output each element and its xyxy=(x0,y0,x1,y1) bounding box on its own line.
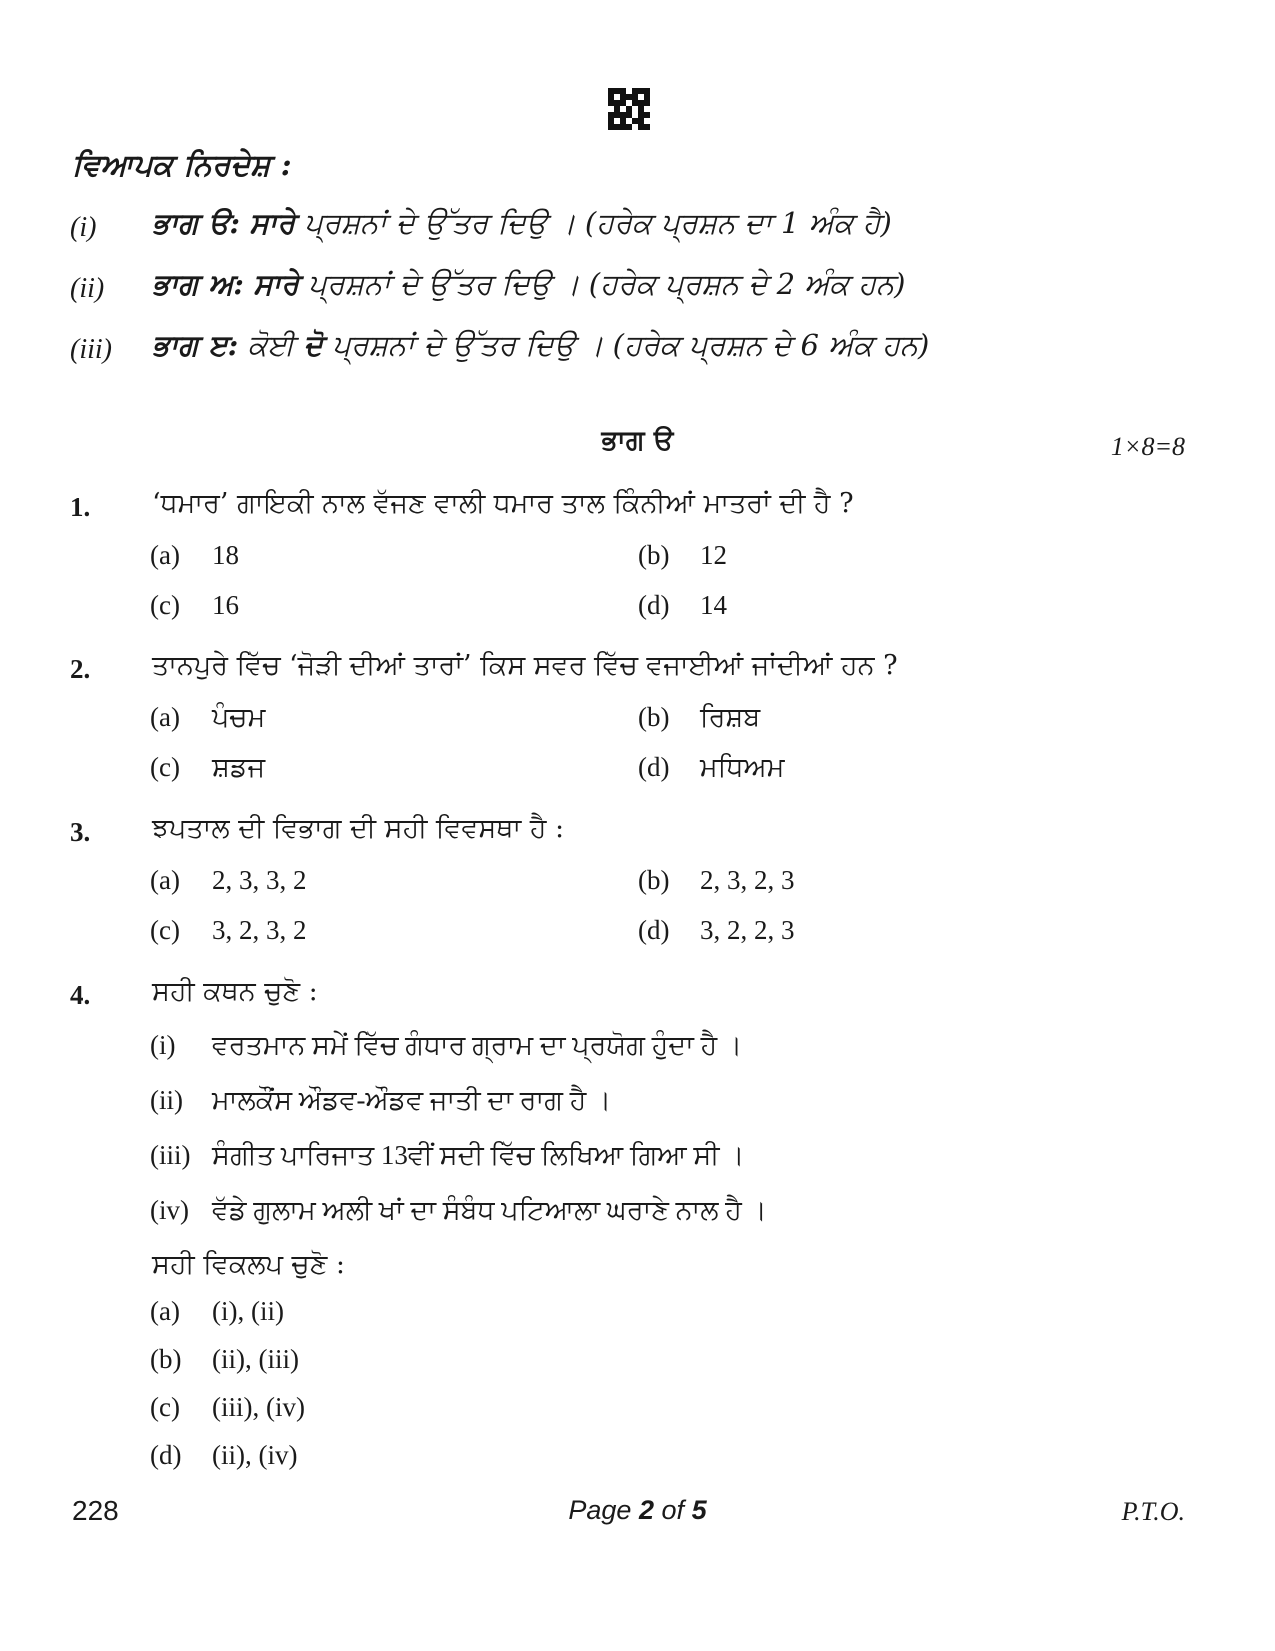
instruction-number: (i) xyxy=(70,212,97,243)
option-a: (a) 18 xyxy=(150,540,239,570)
statement: (iii) ਸੰਗੀਤ ਪਾਰਿਜਾਤ 13ਵੀਂ ਸਦੀ ਵਿੱਚ ਲਿਖਿਆ ਗਿਆ ਸੀ । xyxy=(150,1140,745,1170)
option-c: (c) (iii), (iv) xyxy=(150,1392,305,1422)
question-number: 1. xyxy=(70,492,91,522)
option-c: (c) 16 xyxy=(150,590,239,620)
paper-code: 228 xyxy=(72,1495,119,1526)
question-text: ਝਪਤਾਲ ਦੀ ਵਿਭਾਗ ਦੀ ਸਹੀ ਵਿਵਸਥਾ ਹੈ : xyxy=(152,813,565,844)
option-b: (b) ਰਿਸ਼ਬ xyxy=(638,702,761,732)
section-title: ਭਾਗ ੳ xyxy=(601,425,674,456)
instruction-text: ਭਾਗ ੲ: ਕੋਈ ਦੋ ਪ੍ਰਸ਼ਨਾਂ ਦੇ ਉੱਤਰ ਦਿਉ । (ਹਰੇਕ ਪ੍ਰਸ਼ਨ ਦੇ 6 ਅੰਕ ਹਨ) xyxy=(152,328,930,362)
instruction-text: ਭਾਗ ੳ: ਸਾਰੇ ਪ੍ਰਸ਼ਨਾਂ ਦੇ ਉੱਤਰ ਦਿਉ । (ਹਰੇਕ ਪ੍ਰਸ਼ਨ ਦਾ 1 ਅੰਕ ਹੈ) xyxy=(152,206,892,240)
option-b: (b) 2, 3, 2, 3 xyxy=(638,865,795,895)
question-text: ਤਾਨਪੁਰੇ ਵਿੱਚ ‘ਜੋੜੀ ਦੀਆਂ ਤਾਰਾਂ’ ਕਿਸ ਸਵਰ ਵਿੱਚ ਵਜਾਈਆਂ ਜਾਂਦੀਆਂ ਹਨ ? xyxy=(152,650,898,681)
question-number: 3. xyxy=(70,817,91,847)
instruction-number: (ii) xyxy=(70,273,105,304)
page-indicator: Page 2 of 5 xyxy=(568,1495,707,1525)
option-a: (a) ਪੰਚਮ xyxy=(150,702,266,732)
choose-option-text: ਸਹੀ ਵਿਕਲਪ ਚੁਣੋ : xyxy=(152,1249,345,1280)
option-d: (d) (ii), (iv) xyxy=(150,1440,298,1470)
question-number: 2. xyxy=(70,654,91,684)
option-b: (b) (ii), (iii) xyxy=(150,1344,299,1374)
question-text: ਸਹੀ ਕਥਨ ਚੁਣੋ : xyxy=(152,976,318,1007)
question-text: ‘ਧਮਾਰ’ ਗਾਇਕੀ ਨਾਲ ਵੱਜਣ ਵਾਲੀ ਧਮਾਰ ਤਾਲ ਕਿੰਨੀਆਂ ਮਾਤਰਾਂ ਦੀ ਹੈ ? xyxy=(152,488,854,519)
qr-code xyxy=(608,88,650,130)
instruction-text: ਭਾਗ ਅ: ਸਾਰੇ ਪ੍ਰਸ਼ਨਾਂ ਦੇ ਉੱਤਰ ਦਿਉ । (ਹਰੇਕ ਪ੍ਰਸ਼ਨ ਦੇ 2 ਅੰਕ ਹਨ) xyxy=(152,267,906,301)
statement: (i) ਵਰਤਮਾਨ ਸਮੇਂ ਵਿੱਚ ਗੰਧਾਰ ਗ੍ਰਾਮ ਦਾ ਪ੍ਰਯੋਗ ਹੁੰਦਾ ਹੈ । xyxy=(150,1030,743,1060)
question-number: 4. xyxy=(70,980,91,1010)
option-a: (a) (i), (ii) xyxy=(150,1296,284,1326)
instructions-title: ਵਿਆਪਕ ਨਿਰਦੇਸ਼ : xyxy=(72,148,292,183)
pto-label: P.T.O. xyxy=(1121,1497,1185,1526)
option-b: (b) 12 xyxy=(638,540,727,570)
option-d: (d) 3, 2, 2, 3 xyxy=(638,915,795,945)
option-c: (c) 3, 2, 3, 2 xyxy=(150,915,307,945)
section-marks: 1×8=8 xyxy=(1110,432,1185,461)
statement: (iv) ਵੱਡੇ ਗੁਲਾਮ ਅਲੀ ਖਾਂ ਦਾ ਸੰਬੰਧ ਪਟਿਆਲਾ ਘਰਾਣੇ ਨਾਲ ਹੈ । xyxy=(150,1195,767,1225)
option-d: (d) 14 xyxy=(638,590,727,620)
instruction-number: (iii) xyxy=(70,334,112,365)
option-a: (a) 2, 3, 3, 2 xyxy=(150,865,307,895)
statement: (ii) ਮਾਲਕੌਂਸ ਔਡਵ-ਔਡਵ ਜਾਤੀ ਦਾ ਰਾਗ ਹੈ । xyxy=(150,1085,612,1115)
option-c: (c) ਸ਼ਡਜ xyxy=(150,752,266,782)
option-d: (d) ਮਧਿਅਮ xyxy=(638,752,785,782)
